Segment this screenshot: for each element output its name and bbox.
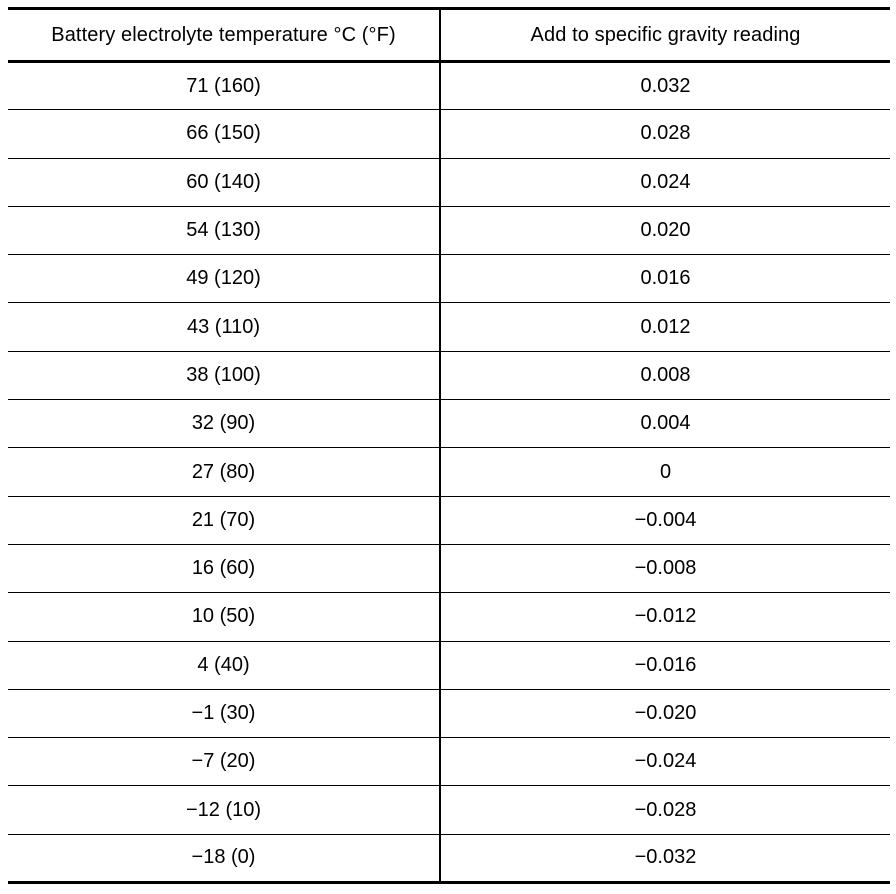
temperature-cell: 21 (70) bbox=[8, 496, 440, 544]
specific-gravity-correction-table bbox=[8, 7, 890, 884]
specific-gravity-correction-table-container bbox=[8, 7, 890, 884]
header-temperature: Battery electrolyte temperature °C (°F) bbox=[8, 9, 440, 62]
table-row bbox=[8, 544, 890, 592]
temperature-cell: 66 (150) bbox=[8, 110, 440, 158]
temperature-cell: −1 (30) bbox=[8, 689, 440, 737]
correction-cell: 0 bbox=[659, 460, 672, 483]
table-row bbox=[8, 110, 890, 158]
table-header bbox=[8, 9, 890, 62]
temperature-cell: 32 (90) bbox=[8, 400, 440, 448]
table-row bbox=[8, 641, 890, 689]
correction-cell: −0.004 bbox=[634, 508, 697, 531]
correction-cell: −0.016 bbox=[634, 653, 697, 676]
temperature-cell: −18 (0) bbox=[8, 834, 440, 882]
table-row bbox=[8, 351, 890, 399]
table-row bbox=[8, 834, 890, 882]
correction-cell: 0.004 bbox=[640, 412, 691, 435]
correction-cell: 0.024 bbox=[640, 170, 691, 193]
temperature-cell: −12 (10) bbox=[8, 786, 440, 834]
table-row bbox=[8, 689, 890, 737]
temperature-cell: 27 (80) bbox=[8, 448, 440, 496]
correction-cell: −0.024 bbox=[634, 750, 697, 773]
temperature-cell: 71 (160) bbox=[8, 62, 440, 110]
correction-cell: 0.032 bbox=[640, 74, 691, 97]
correction-cell: 0.020 bbox=[640, 219, 691, 242]
table-row bbox=[8, 206, 890, 254]
correction-cell: −0.020 bbox=[634, 702, 697, 724]
table-row bbox=[8, 303, 890, 351]
table-row bbox=[8, 62, 890, 110]
correction-cell: 0.028 bbox=[640, 122, 691, 145]
temperature-cell: 54 (130) bbox=[8, 206, 440, 254]
table-row bbox=[8, 496, 890, 544]
table-body bbox=[8, 62, 890, 883]
temperature-cell: 60 (140) bbox=[8, 158, 440, 206]
header-row bbox=[8, 9, 890, 62]
temperature-cell: 10 (50) bbox=[8, 593, 440, 641]
table-row bbox=[8, 738, 890, 786]
correction-cell: 0.012 bbox=[640, 315, 691, 338]
temperature-cell: 43 (110) bbox=[8, 303, 440, 351]
correction-cell: −0.032 bbox=[634, 846, 697, 869]
correction-cell: 0.016 bbox=[640, 267, 691, 290]
table-row bbox=[8, 400, 890, 448]
table-row bbox=[8, 158, 890, 206]
table-row bbox=[8, 786, 890, 834]
correction-cell: −0.008 bbox=[634, 557, 697, 580]
correction-cell: −0.012 bbox=[634, 605, 697, 628]
temperature-cell: 16 (60) bbox=[8, 544, 440, 592]
temperature-cell: 4 (40) bbox=[8, 641, 440, 689]
table-row bbox=[8, 448, 890, 496]
correction-cell: 0.008 bbox=[640, 363, 691, 386]
temperature-cell: 38 (100) bbox=[8, 351, 440, 399]
temperature-cell: 49 (120) bbox=[8, 255, 440, 303]
correction-cell: −0.028 bbox=[634, 798, 697, 821]
table-row bbox=[8, 593, 890, 641]
header-correction: Add to specific gravity reading bbox=[530, 23, 801, 46]
temperature-cell: −7 (20) bbox=[8, 738, 440, 786]
table-row bbox=[8, 255, 890, 303]
